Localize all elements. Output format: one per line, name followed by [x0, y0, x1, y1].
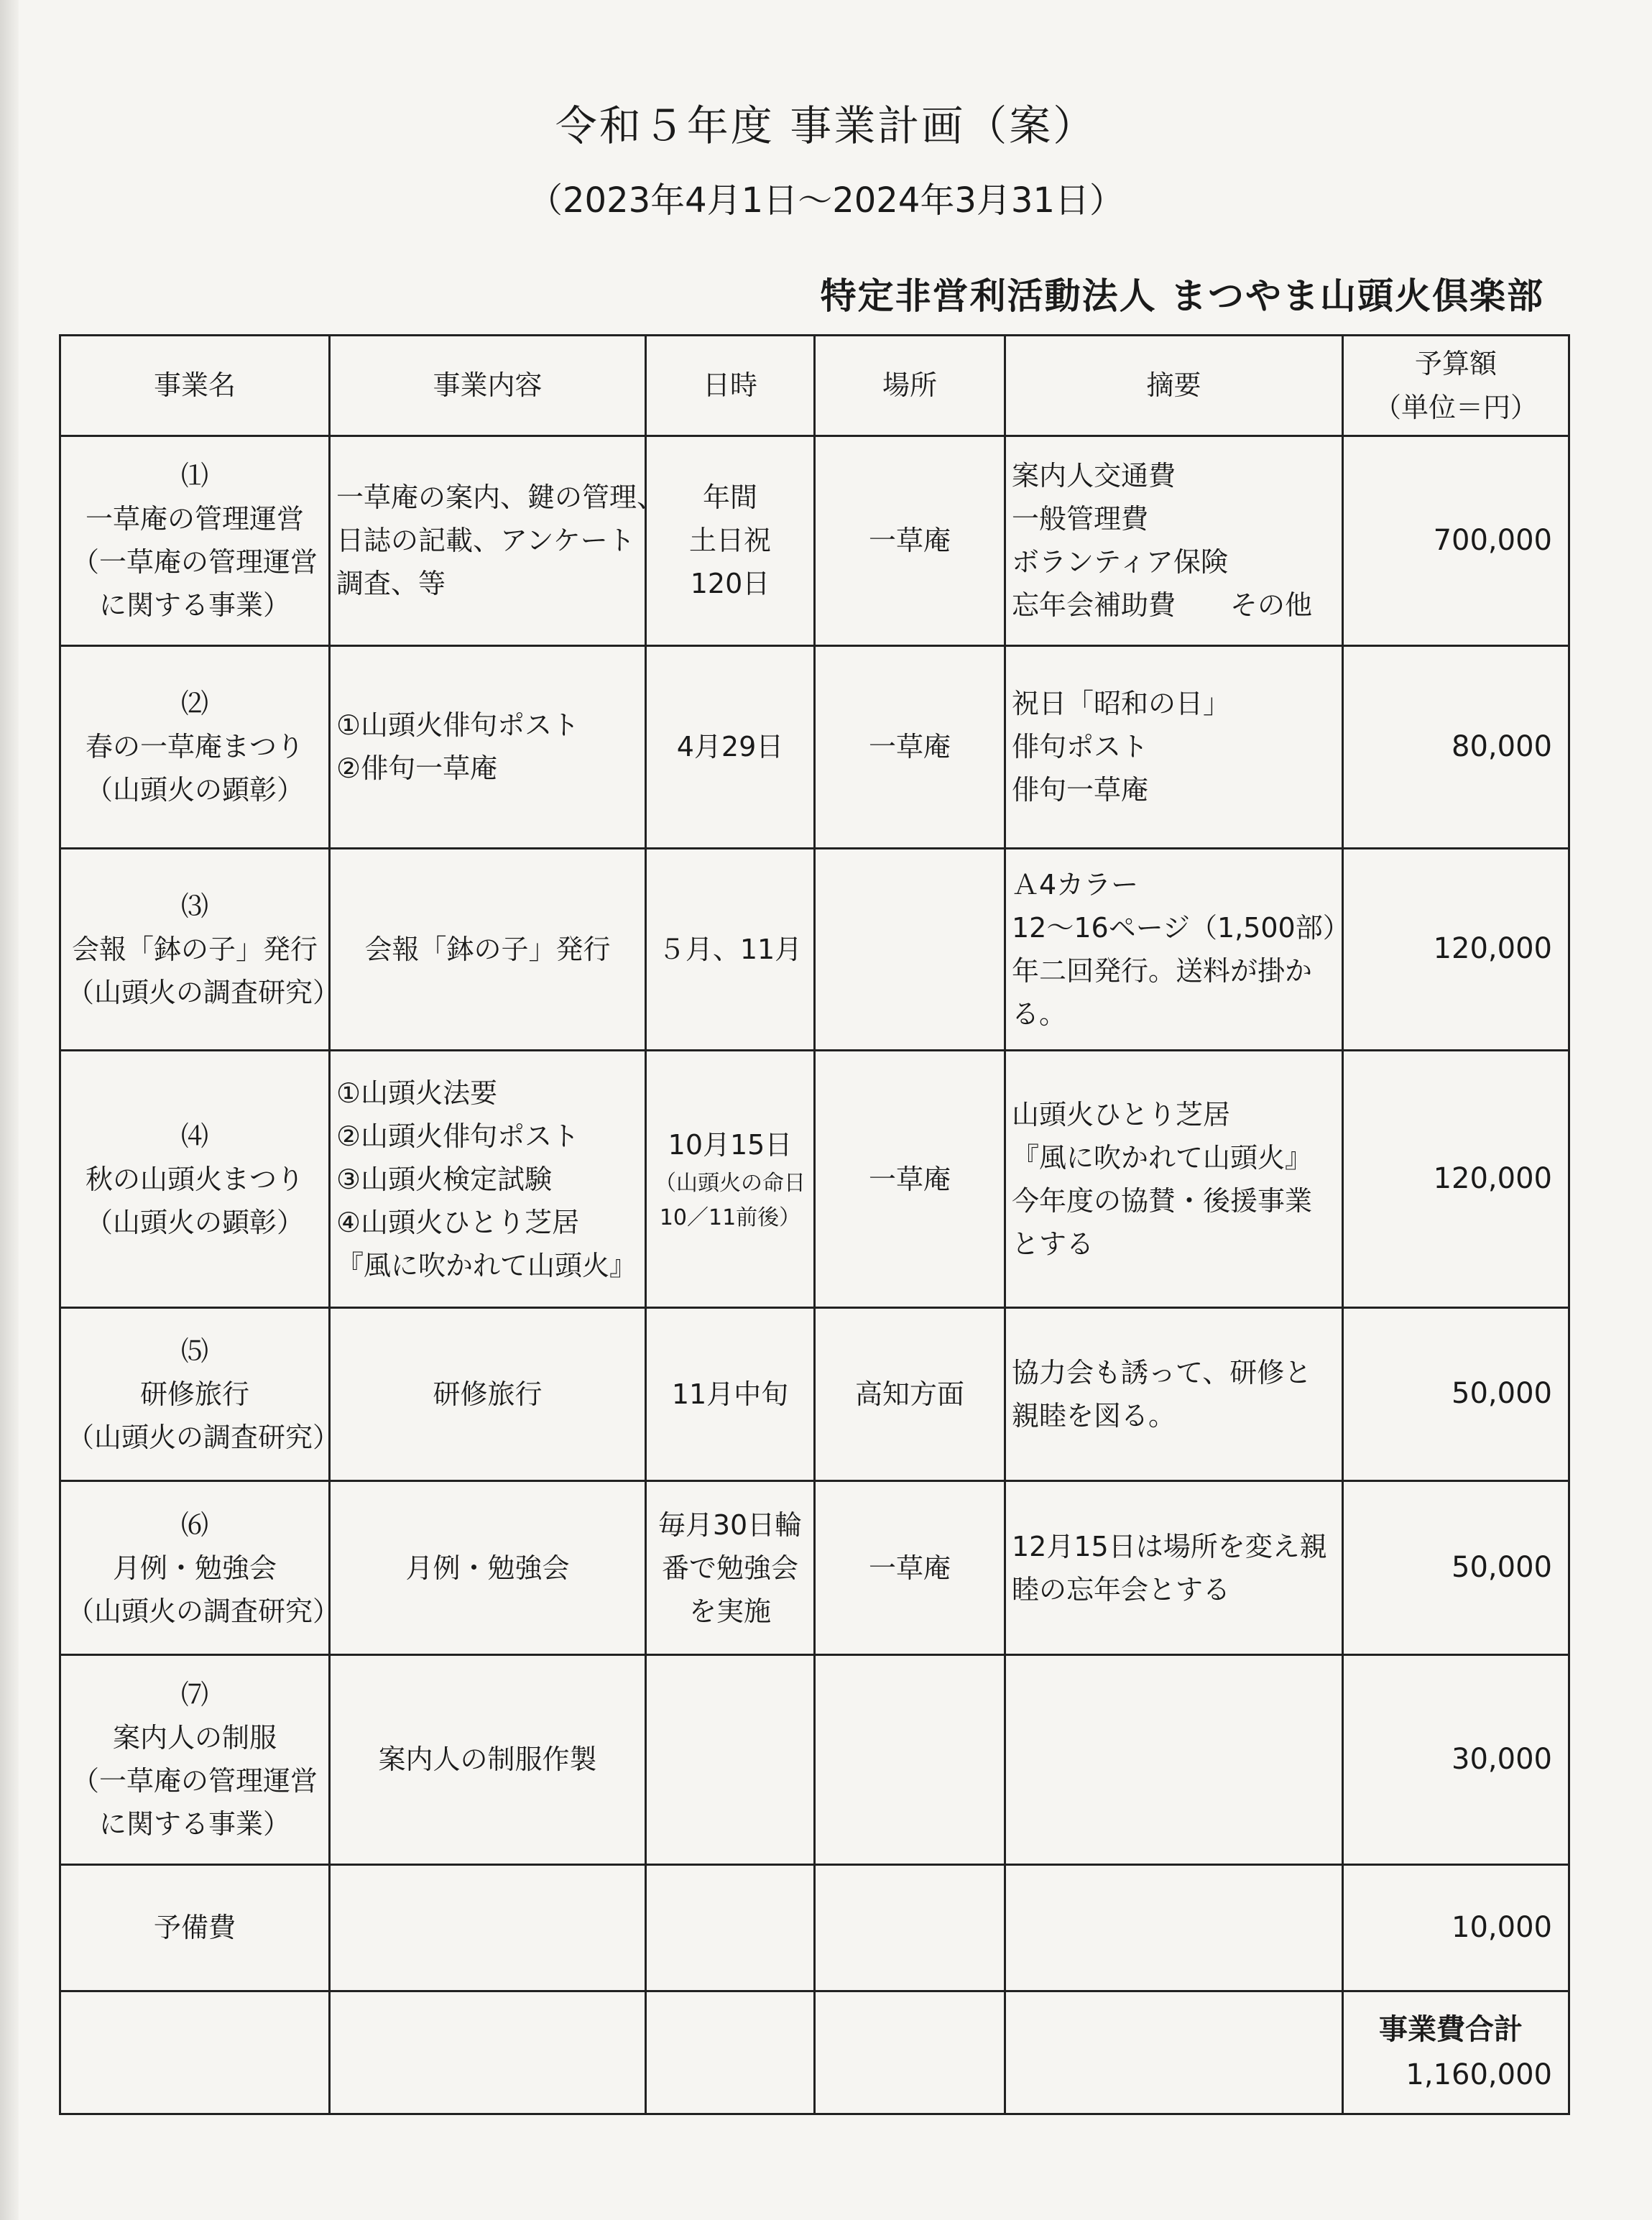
cell-name [60, 436, 330, 646]
row-name-line: 秋の山頭火まつり [85, 1163, 304, 1195]
cell-place: 一草庵 [815, 645, 1005, 848]
cell-content [330, 1864, 646, 1991]
cell-place [815, 1864, 1005, 1991]
header-budget [1343, 336, 1569, 436]
organization-name: 特定非営利活動法人 まつやま山頭火倶楽部 [820, 275, 1544, 317]
cell-amount: 120,000 [1343, 1051, 1569, 1307]
note-line: 睦の忘年会とする [1012, 1573, 1231, 1606]
cell-content [330, 1654, 646, 1864]
date-line: ５月、11月 [657, 934, 803, 966]
note-line: ボランティア保険 [1012, 546, 1228, 579]
row-name-line: （一草庵の管理運営 [71, 546, 318, 579]
cell-date [646, 645, 815, 848]
note-line: 俳句ポスト [1012, 731, 1149, 763]
content-line: 日誌の記載、アンケート [336, 525, 635, 557]
row-number: ⑴ [180, 460, 208, 492]
content-line: 研修旅行 [433, 1378, 543, 1410]
row-name-line: （山頭火の顕彰） [85, 774, 304, 806]
row-name-line: 会報「鉢の子」発行 [71, 934, 318, 966]
cell-amount: 50,000 [1343, 1481, 1569, 1655]
note-line: 協力会も誘って、研修と [1012, 1356, 1312, 1388]
date-line: 10月15日 [668, 1129, 793, 1161]
cell-amount: 120,000 [1343, 848, 1569, 1051]
cell-date [646, 1481, 815, 1655]
cell-note [1005, 848, 1350, 1051]
cell-empty [1005, 1991, 1343, 2114]
document-title: 令和５年度 事業計画（案） [555, 101, 1097, 150]
header-name: 事業名 [60, 336, 330, 436]
cell-content [330, 1307, 646, 1481]
table-row [60, 1307, 1569, 1481]
header-note: 摘要 [1005, 336, 1343, 436]
cell-content [330, 848, 646, 1051]
note-line: 親睦を図る。 [1012, 1400, 1176, 1432]
table-row [60, 1481, 1569, 1655]
content-line: 『風に吹かれて山頭火』 [336, 1249, 637, 1281]
table-row [60, 1051, 1569, 1307]
cell-place: 高知方面 [815, 1307, 1005, 1481]
content-line: ②俳句一草庵 [336, 752, 498, 785]
total-value: 1,160,000 [1406, 2058, 1552, 2091]
content-line: 会報「鉢の子」発行 [364, 934, 611, 966]
cell-date [646, 1864, 815, 1991]
total-label: 事業費合計 [1379, 2012, 1523, 2046]
cell-total [1343, 1991, 1569, 2114]
note-line: 一般管理費 [1012, 503, 1149, 535]
cell-amount: 50,000 [1343, 1307, 1569, 1481]
cell-note [1005, 1481, 1343, 1655]
row-number: ⑵ [180, 688, 208, 720]
header-place: 場所 [815, 336, 1005, 436]
note-line: 案内人交通費 [1012, 460, 1176, 492]
cell-date [646, 1654, 815, 1864]
date-line: 11月中旬 [671, 1378, 789, 1410]
note-line: 年二回発行。送料が掛か [1012, 955, 1313, 987]
row-name-line: に関する事業） [98, 1808, 290, 1841]
content-line: ③山頭火検定試験 [336, 1163, 553, 1195]
cell-name [60, 1307, 341, 1481]
cell-name [60, 645, 330, 848]
cell-place: 一草庵 [815, 436, 1005, 646]
cell-note [1005, 1051, 1343, 1307]
cell-content [330, 1481, 646, 1655]
content-line: 案内人の制服作製 [378, 1744, 597, 1776]
date-line: 120日 [690, 568, 770, 600]
row-name-line: 研修旅行 [139, 1378, 249, 1410]
cell-amount: 80,000 [1343, 645, 1569, 848]
row-name-line: （山頭火の顕彰） [85, 1206, 304, 1238]
cell-note [1005, 1654, 1343, 1864]
date-line: 年間 [702, 482, 757, 514]
row-number: ⑹ [180, 1509, 208, 1541]
row-number: ⑶ [180, 890, 208, 923]
scan-page-edge [0, 0, 19, 2220]
row-name-line: 春の一草庵まつり [85, 731, 304, 763]
cell-note [1005, 1307, 1343, 1481]
row-name-line: 月例・勉強会 [112, 1552, 277, 1584]
note-line: 山頭火ひとり芝居 [1012, 1098, 1231, 1130]
row-name-line: 予備費 [153, 1912, 236, 1944]
table-row [60, 848, 1569, 1051]
table-row [60, 645, 1569, 848]
row-name-line: （山頭火の調査研究） [67, 977, 341, 1009]
cell-empty [815, 1991, 1005, 2114]
note-line: る。 [1012, 998, 1067, 1031]
cell-amount: 10,000 [1343, 1864, 1569, 1991]
cell-place: 一草庵 [815, 1051, 1005, 1307]
cell-amount: 700,000 [1343, 436, 1569, 646]
table-header-row [60, 336, 1569, 436]
cell-empty [646, 1991, 815, 2114]
table-row [60, 1654, 1569, 1864]
note-line: 祝日「昭和の日」 [1012, 688, 1231, 720]
note-line: 12月15日は場所を変え親 [1012, 1530, 1327, 1562]
note-line: 12～16ページ（1,500部） [1012, 912, 1350, 944]
date-line: （山頭火の命日 [655, 1171, 806, 1197]
date-line: 10／11前後） [659, 1205, 801, 1230]
date-line: を実施 [688, 1595, 771, 1627]
cell-content [330, 1051, 646, 1307]
table-row [60, 1864, 1569, 1991]
note-line: 忘年会補助費 その他 [1012, 589, 1313, 622]
content-line: ①山頭火法要 [336, 1077, 498, 1109]
cell-content [330, 436, 665, 646]
cell-note [1005, 645, 1343, 848]
header-content: 事業内容 [330, 336, 646, 436]
row-name-line: （一草庵の管理運営 [71, 1765, 318, 1797]
date-line: 毎月30日輪 [657, 1509, 803, 1541]
date-line: 4月29日 [676, 731, 784, 763]
row-number: ⑸ [180, 1335, 208, 1367]
cell-amount: 30,000 [1343, 1654, 1569, 1864]
cell-place [815, 1654, 1005, 1864]
header-budget-unit: （単位＝円） [1373, 391, 1538, 423]
cell-date [646, 848, 815, 1051]
row-number: ⑺ [180, 1679, 208, 1711]
row-number: ⑷ [180, 1120, 208, 1152]
table-row [60, 436, 1569, 646]
cell-name [60, 848, 341, 1051]
total-row [60, 1991, 1569, 2114]
cell-date [646, 1051, 815, 1307]
cell-note [1005, 1864, 1343, 1991]
row-name-line: 案内人の制服 [112, 1722, 277, 1754]
content-line: ①山頭火俳句ポスト [336, 709, 580, 742]
content-line: 調査、等 [336, 568, 446, 600]
cell-date [646, 1307, 815, 1481]
row-name-line: 一草庵の管理運営 [85, 503, 304, 535]
cell-empty [330, 1991, 646, 2114]
cell-note [1005, 436, 1343, 646]
cell-name [60, 1654, 330, 1864]
note-line: とする [1012, 1228, 1094, 1260]
note-line: Ａ4カラー [1012, 869, 1139, 901]
date-line: 土日祝 [688, 525, 771, 557]
content-line: ②山頭火俳句ポスト [336, 1120, 580, 1152]
content-line: 月例・勉強会 [405, 1552, 570, 1584]
note-line: 『風に吹かれて山頭火』 [1012, 1141, 1313, 1174]
business-plan-table [59, 334, 1570, 2115]
content-line: ④山頭火ひとり芝居 [336, 1206, 580, 1238]
cell-place: 一草庵 [815, 1481, 1005, 1655]
document-period: （2023年4月1日～2024年3月31日） [527, 180, 1124, 221]
cell-place [815, 848, 1005, 1051]
cell-name [60, 1481, 341, 1655]
cell-date [646, 436, 815, 646]
cell-empty [60, 1991, 330, 2114]
header-date: 日時 [646, 336, 815, 436]
row-name-line: （山頭火の調査研究） [67, 1422, 341, 1454]
content-line: 一草庵の案内、鍵の管理、 [336, 482, 665, 514]
header-budget-label: 予算額 [1414, 348, 1497, 380]
cell-content [330, 645, 646, 848]
note-line: 今年度の協賛・後援事業 [1012, 1184, 1313, 1217]
note-line: 俳句一草庵 [1012, 774, 1149, 806]
cell-name [60, 1864, 330, 1991]
date-line: 番で勉強会 [661, 1552, 798, 1584]
row-name-line: （山頭火の調査研究） [67, 1595, 341, 1627]
cell-name [60, 1051, 330, 1307]
row-name-line: に関する事業） [98, 589, 290, 622]
